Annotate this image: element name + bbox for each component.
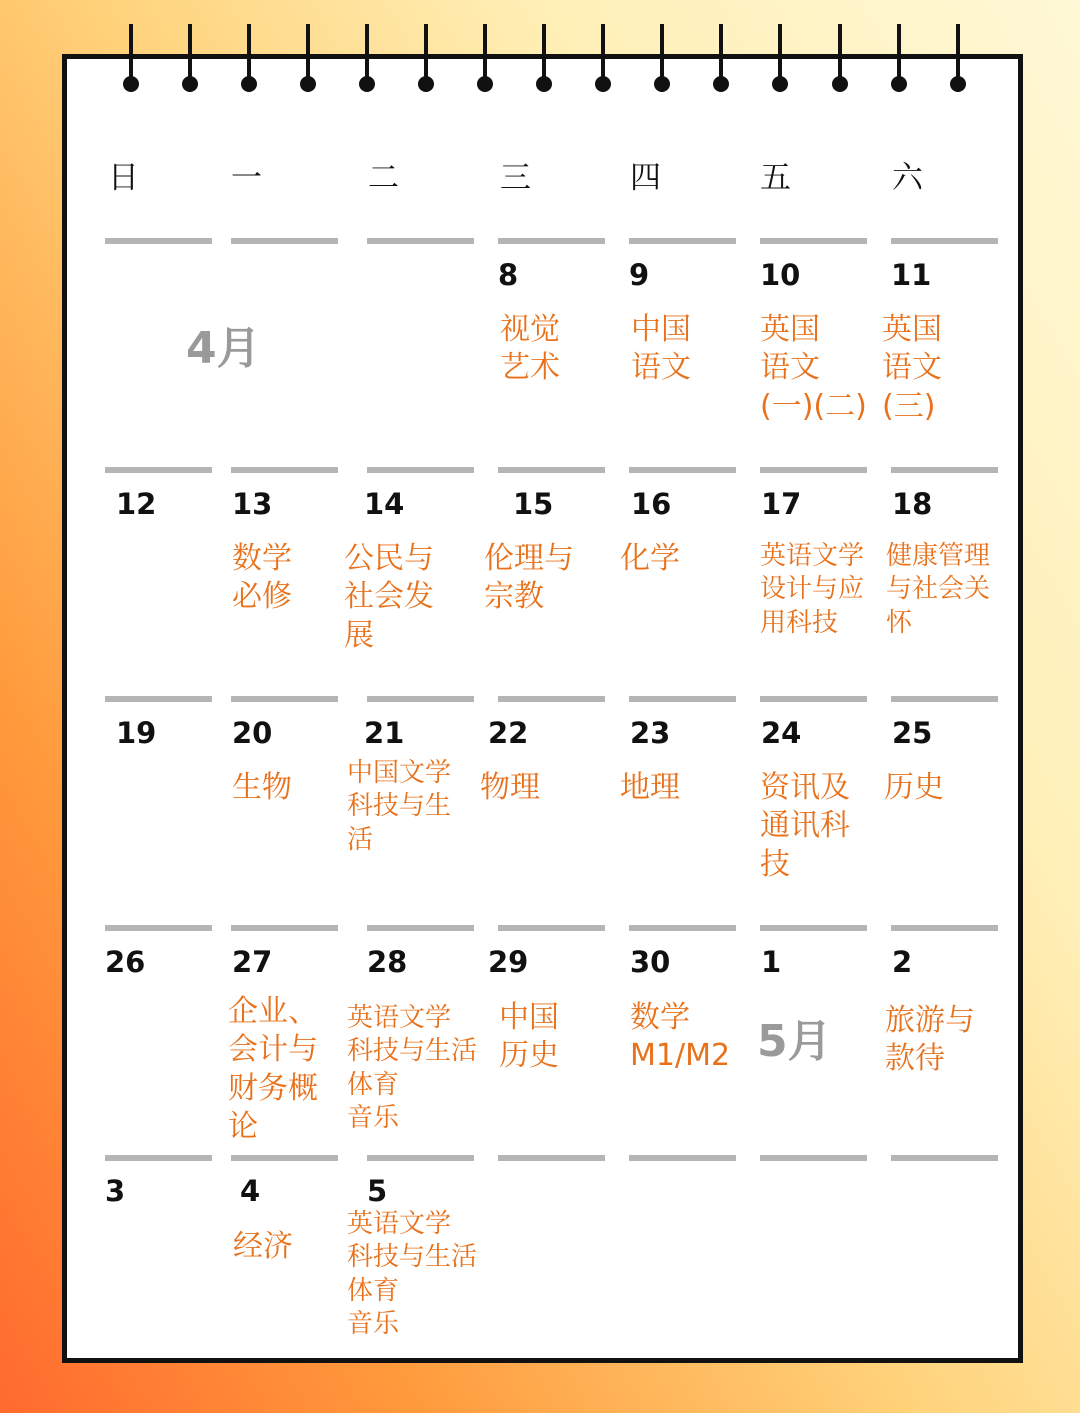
row-divider [231, 1155, 338, 1161]
exam-subject-line: 科技与生活 [347, 1242, 478, 1273]
exam-subject-line: 数学 [232, 541, 292, 576]
ring-stem [838, 24, 842, 80]
ring-stem [719, 24, 723, 80]
binding-ring [416, 24, 436, 94]
row-divider [891, 696, 998, 702]
exam-subject [228, 993, 318, 1147]
calendar-card [62, 54, 1023, 1363]
ring-stem [660, 24, 664, 80]
ring-stem [483, 24, 487, 80]
row-divider [629, 467, 736, 473]
exam-subject-line: 中国文学 [347, 758, 452, 788]
weekday-label: 日 [108, 160, 139, 196]
exam-subject-line: 款待 [885, 1041, 945, 1077]
exam-subject [882, 311, 942, 426]
row-divider [891, 467, 998, 473]
ring-hole [832, 76, 848, 92]
row-divider [367, 696, 474, 702]
ring-hole [891, 76, 907, 92]
exam-subject [884, 769, 944, 807]
exam-subject [885, 1002, 975, 1079]
exam-subject-line: 展 [344, 617, 374, 653]
exam-subject-line: 英国 [760, 312, 820, 347]
day-number: 2 [892, 945, 913, 979]
exam-subject [500, 311, 560, 388]
day-number: 18 [892, 487, 933, 521]
ring-stem [542, 24, 546, 80]
ring-stem [365, 24, 369, 80]
day-number: 11 [891, 258, 932, 292]
day-number: 19 [116, 716, 157, 750]
day-number: 16 [631, 487, 672, 521]
exam-subject-line: 技 [760, 846, 790, 882]
day-number: 21 [364, 716, 405, 750]
binding-ring [830, 24, 850, 94]
exam-subject-line: 企业、 [228, 994, 318, 1029]
exam-subject [499, 999, 559, 1076]
row-divider [760, 467, 867, 473]
ring-stem [129, 24, 133, 80]
exam-subject [347, 1002, 477, 1135]
exam-subject-line: 化学 [620, 541, 680, 576]
row-divider [231, 925, 338, 931]
exam-subject [484, 540, 574, 617]
exam-subject [232, 769, 292, 807]
exam-subject-line: 社会发 [344, 579, 434, 615]
exam-subject-line: 历史 [499, 1038, 559, 1074]
day-number: 9 [629, 258, 650, 292]
ring-hole [654, 76, 670, 92]
exam-subject-line: 宗教 [484, 579, 544, 615]
exam-subject [630, 999, 730, 1076]
exam-subject-line: 英语文学 [347, 1003, 452, 1033]
exam-subject-line: 英语文学 [347, 1209, 452, 1239]
day-number: 8 [498, 258, 519, 292]
binding-ring [121, 24, 141, 94]
exam-subject-line: (一)(二) [760, 388, 867, 424]
exam-subject-line: 与社会关 [886, 574, 991, 605]
ring-stem [601, 24, 605, 80]
exam-subject [760, 311, 867, 426]
binding-ring [357, 24, 377, 94]
exam-subject-line: 通讯科 [760, 808, 850, 844]
row-divider [760, 238, 867, 244]
exam-subject-line: 英国 [882, 312, 942, 347]
exam-subject-line: 健康管理 [886, 541, 991, 571]
exam-subject [347, 757, 451, 857]
exam-subject-line: 艺术 [500, 350, 560, 386]
exam-subject-line: 历史 [884, 770, 944, 805]
binding-ring [711, 24, 731, 94]
row-divider [891, 238, 998, 244]
ring-stem [306, 24, 310, 80]
exam-subject-line: 音乐 [347, 1308, 400, 1339]
ring-stem [247, 24, 251, 80]
exam-subject-line: 语文 [882, 350, 942, 386]
day-number: 3 [105, 1174, 126, 1208]
row-divider [629, 925, 736, 931]
exam-subject-line: 会计与 [228, 1032, 318, 1068]
binding-ring [652, 24, 672, 94]
row-divider [105, 696, 212, 702]
exam-subject [760, 540, 864, 640]
ring-hole [772, 76, 788, 92]
day-number: 24 [761, 716, 802, 750]
exam-subject [344, 540, 434, 655]
binding-ring [475, 24, 495, 94]
exam-subject-line: 设计与应 [760, 574, 865, 605]
row-divider [105, 925, 212, 931]
exam-subject [886, 540, 990, 640]
exam-subject-line: 语文 [760, 350, 820, 386]
day-number: 13 [232, 487, 273, 521]
exam-subject-line: 公民与 [344, 541, 434, 576]
row-divider [760, 925, 867, 931]
binding-ring [239, 24, 259, 94]
day-number: 4 [240, 1174, 261, 1208]
exam-subject-line: 中国 [499, 1000, 559, 1035]
day-number: 28 [367, 945, 408, 979]
day-number: 12 [116, 487, 157, 521]
exam-subject-line: 旅游与 [885, 1003, 975, 1038]
day-number: 25 [892, 716, 933, 750]
day-number: 29 [488, 945, 529, 979]
exam-subject-line: 伦理与 [484, 541, 574, 576]
exam-subject-line: 英语文学 [760, 541, 865, 571]
exam-subject [232, 540, 292, 617]
exam-subject-line: 用科技 [760, 607, 839, 638]
weekday-label: 二 [368, 160, 399, 196]
exam-subject [480, 769, 540, 807]
binding-ring [889, 24, 909, 94]
exam-subject [620, 769, 680, 807]
row-divider [891, 925, 998, 931]
exam-subject-line: 中国 [631, 312, 691, 347]
row-divider [105, 238, 212, 244]
month-label-may: 5月 [757, 1016, 832, 1067]
row-divider [498, 1155, 605, 1161]
day-number: 17 [761, 487, 802, 521]
row-divider [760, 696, 867, 702]
day-number: 26 [105, 945, 146, 979]
day-number: 1 [761, 945, 782, 979]
row-divider [498, 467, 605, 473]
exam-subject [620, 540, 680, 578]
ring-hole [595, 76, 611, 92]
exam-subject [760, 769, 850, 884]
exam-subject [631, 311, 691, 388]
day-number: 27 [232, 945, 273, 979]
binding-ring [180, 24, 200, 94]
row-divider [629, 238, 736, 244]
exam-subject-line: 视觉 [500, 312, 560, 347]
weekday-label: 六 [892, 160, 923, 196]
binding-ring [948, 24, 968, 94]
ring-stem [897, 24, 901, 80]
ring-stem [778, 24, 782, 80]
ring-stem [956, 24, 960, 80]
binding-ring [770, 24, 790, 94]
exam-subject-line: 物理 [480, 770, 540, 805]
row-divider [231, 696, 338, 702]
row-divider [891, 1155, 998, 1161]
exam-subject-line: 科技与生活 [347, 1036, 478, 1067]
ring-hole [182, 76, 198, 92]
day-number: 20 [232, 716, 273, 750]
exam-subject-line: 论 [228, 1109, 258, 1145]
row-divider [367, 467, 474, 473]
ring-stem [424, 24, 428, 80]
ring-hole [241, 76, 257, 92]
row-divider [760, 1155, 867, 1161]
weekday-label: 三 [500, 160, 531, 196]
exam-subject-line: 地理 [620, 770, 680, 805]
binding-ring [534, 24, 554, 94]
exam-subject-line: 数学 [630, 1000, 690, 1035]
exam-subject [347, 1208, 477, 1341]
exam-subject-line: 怀 [886, 607, 913, 638]
row-divider [498, 925, 605, 931]
row-divider [367, 1155, 474, 1161]
row-divider [629, 1155, 736, 1161]
weekday-label: 四 [630, 160, 661, 196]
binding-ring [298, 24, 318, 94]
exam-subject-line: 体育 [347, 1275, 400, 1306]
exam-subject-line: 语文 [631, 350, 691, 386]
binding-ring [593, 24, 613, 94]
ring-stem [188, 24, 192, 80]
exam-subject-line: 科技与生 [347, 791, 452, 822]
exam-subject-line: 资讯及 [760, 770, 850, 805]
month-label-april: 4月 [186, 323, 261, 374]
row-divider [231, 238, 338, 244]
day-number: 10 [760, 258, 801, 292]
row-divider [231, 467, 338, 473]
exam-subject-line: 生物 [232, 770, 292, 805]
ring-hole [536, 76, 552, 92]
row-divider [105, 1155, 212, 1161]
exam-subject-line: 财务概 [228, 1070, 318, 1106]
row-divider [498, 238, 605, 244]
exam-subject-line: 活 [347, 824, 374, 855]
row-divider [367, 238, 474, 244]
exam-subject-line: (三) [882, 388, 936, 424]
row-divider [629, 696, 736, 702]
day-number: 5 [367, 1174, 388, 1208]
weekday-label: 五 [760, 160, 791, 196]
exam-subject-line: 经济 [233, 1229, 293, 1264]
day-number: 15 [513, 487, 554, 521]
ring-hole [477, 76, 493, 92]
ring-hole [300, 76, 316, 92]
day-number: 22 [488, 716, 529, 750]
weekday-label: 一 [231, 160, 262, 196]
ring-hole [359, 76, 375, 92]
day-number: 14 [364, 487, 405, 521]
row-divider [367, 925, 474, 931]
row-divider [498, 696, 605, 702]
exam-subject-line: 音乐 [347, 1102, 400, 1133]
ring-hole [950, 76, 966, 92]
exam-subject-line: 必修 [232, 579, 292, 615]
row-divider [105, 467, 212, 473]
day-number: 30 [630, 945, 671, 979]
ring-hole [418, 76, 434, 92]
ring-hole [713, 76, 729, 92]
ring-hole [123, 76, 139, 92]
exam-subject-line: M1/M2 [630, 1038, 731, 1074]
exam-subject [233, 1228, 293, 1266]
exam-subject-line: 体育 [347, 1069, 400, 1100]
day-number: 23 [630, 716, 671, 750]
